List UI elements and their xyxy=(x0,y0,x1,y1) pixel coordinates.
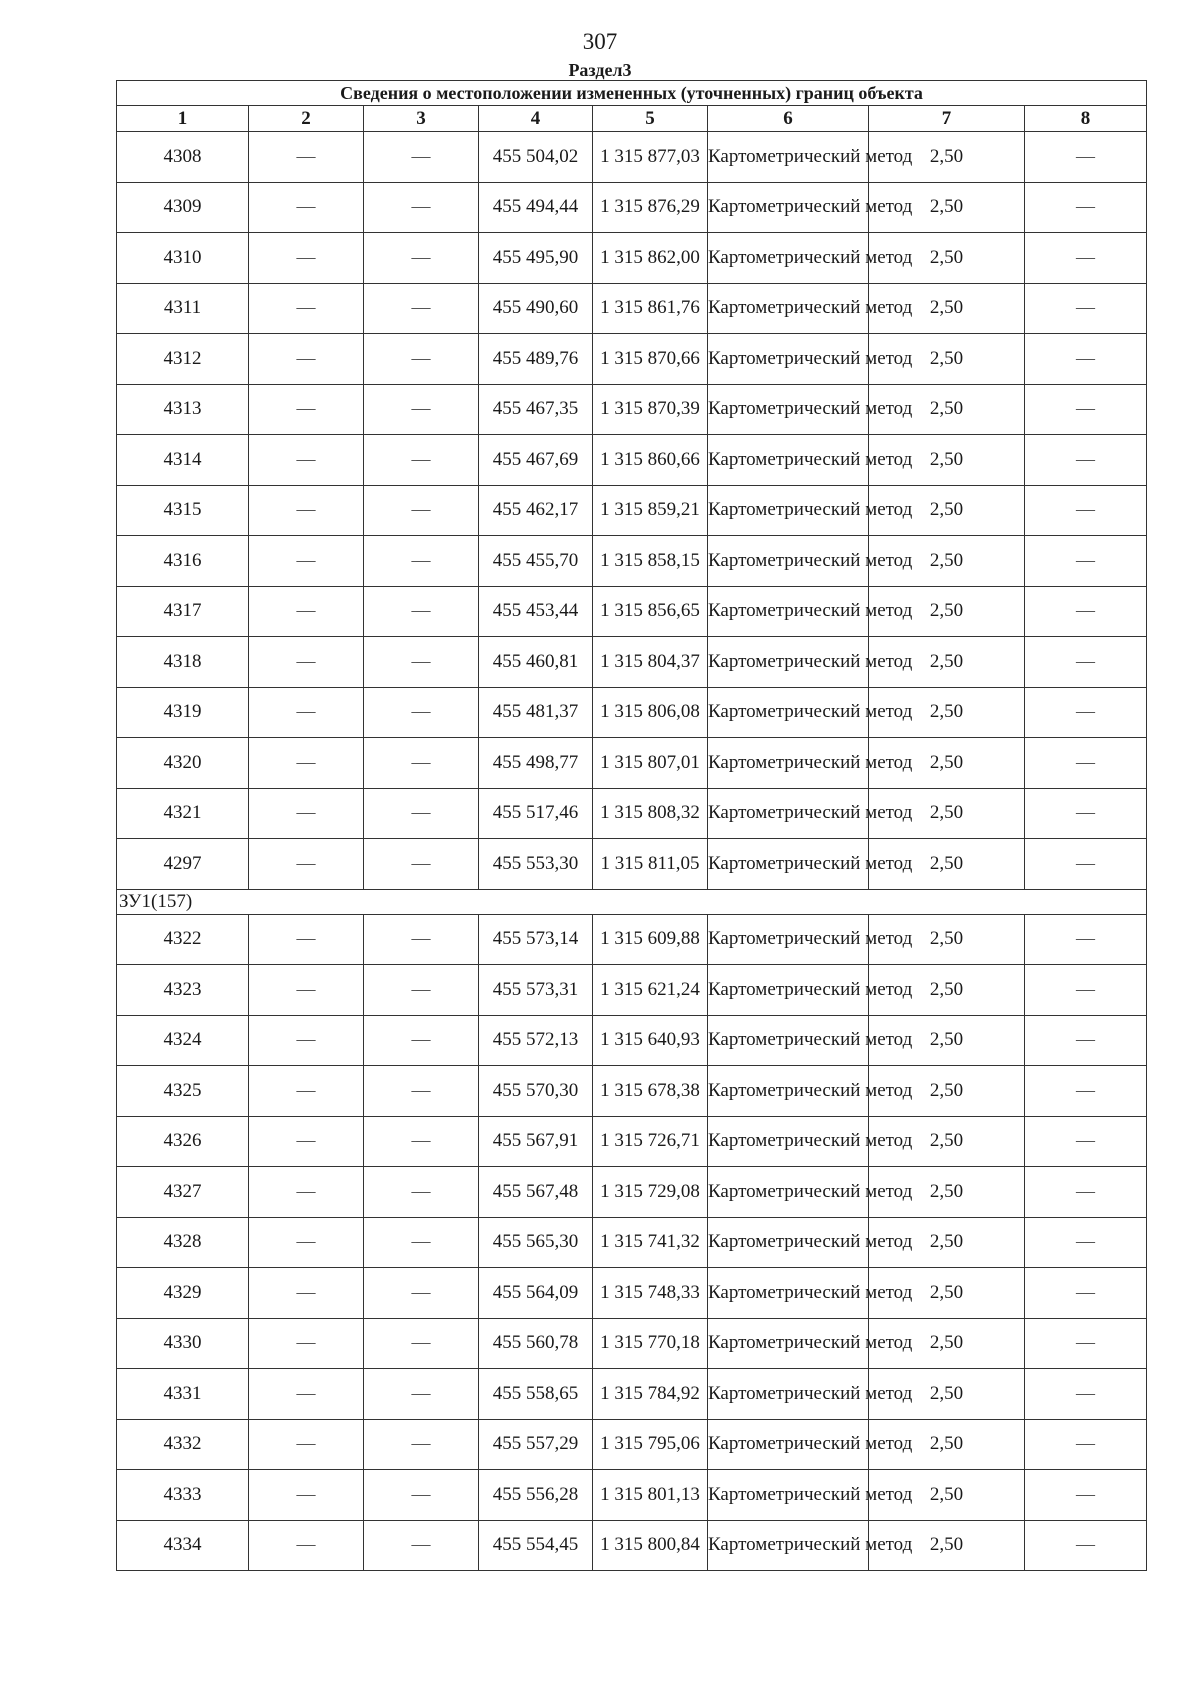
x-coordinate-cell: 455 558,65 xyxy=(479,1369,593,1420)
method-cell: Картометрический метод xyxy=(708,788,869,839)
y-coordinate-cell: 1 315 811,05 xyxy=(593,839,708,890)
x-coordinate-cell: 455 489,76 xyxy=(479,334,593,385)
point-number-cell: 4297 xyxy=(117,839,249,890)
empty-cell: — xyxy=(1025,839,1147,890)
y-coordinate-cell: 1 315 862,00 xyxy=(593,233,708,284)
x-coordinate-cell: 455 467,35 xyxy=(479,384,593,435)
y-coordinate-cell: 1 315 770,18 xyxy=(593,1318,708,1369)
y-coordinate-cell: 1 315 859,21 xyxy=(593,485,708,536)
table-row xyxy=(117,334,1147,385)
precision-cell: 2,50 xyxy=(869,738,1025,789)
method-cell: Картометрический метод xyxy=(708,586,869,637)
empty-cell: — xyxy=(1025,914,1147,965)
method-cell: Картометрический метод xyxy=(708,1066,869,1117)
empty-cell: — xyxy=(1025,435,1147,486)
empty-cell: — xyxy=(1025,1015,1147,1066)
group-label: ЗУ1(157) xyxy=(117,889,1147,914)
point-number-cell: 4325 xyxy=(117,1066,249,1117)
empty-cell: — xyxy=(249,1419,364,1470)
empty-cell: — xyxy=(249,839,364,890)
column-header: 5 xyxy=(593,106,708,132)
precision-cell: 2,50 xyxy=(869,1318,1025,1369)
empty-cell: — xyxy=(1025,965,1147,1016)
empty-cell: — xyxy=(249,132,364,183)
precision-cell: 2,50 xyxy=(869,283,1025,334)
empty-cell: — xyxy=(364,965,479,1016)
x-coordinate-cell: 455 455,70 xyxy=(479,536,593,587)
empty-cell: — xyxy=(1025,1520,1147,1571)
method-cell: Картометрический метод xyxy=(708,1116,869,1167)
point-number-cell: 4315 xyxy=(117,485,249,536)
table-header-row xyxy=(117,106,1147,132)
empty-cell: — xyxy=(1025,1066,1147,1117)
y-coordinate-cell: 1 315 808,32 xyxy=(593,788,708,839)
precision-cell: 2,50 xyxy=(869,1520,1025,1571)
table-row xyxy=(117,1167,1147,1218)
empty-cell: — xyxy=(249,1470,364,1521)
x-coordinate-cell: 455 453,44 xyxy=(479,586,593,637)
y-coordinate-cell: 1 315 876,29 xyxy=(593,182,708,233)
group-row xyxy=(117,889,1147,914)
precision-cell: 2,50 xyxy=(869,1015,1025,1066)
table-row xyxy=(117,1268,1147,1319)
y-coordinate-cell: 1 315 806,08 xyxy=(593,687,708,738)
method-cell: Картометрический метод xyxy=(708,182,869,233)
method-cell: Картометрический метод xyxy=(708,965,869,1016)
empty-cell: — xyxy=(1025,233,1147,284)
x-coordinate-cell: 455 553,30 xyxy=(479,839,593,890)
precision-cell: 2,50 xyxy=(869,1369,1025,1420)
table-row xyxy=(117,1217,1147,1268)
empty-cell: — xyxy=(249,485,364,536)
empty-cell: — xyxy=(249,1066,364,1117)
empty-cell: — xyxy=(1025,1167,1147,1218)
precision-cell: 2,50 xyxy=(869,233,1025,284)
table-row xyxy=(117,384,1147,435)
precision-cell: 2,50 xyxy=(869,1167,1025,1218)
boundary-coordinates-table xyxy=(116,80,1147,1571)
y-coordinate-cell: 1 315 640,93 xyxy=(593,1015,708,1066)
column-header: 7 xyxy=(869,106,1025,132)
y-coordinate-cell: 1 315 748,33 xyxy=(593,1268,708,1319)
y-coordinate-cell: 1 315 784,92 xyxy=(593,1369,708,1420)
x-coordinate-cell: 455 490,60 xyxy=(479,283,593,334)
table-row xyxy=(117,1369,1147,1420)
y-coordinate-cell: 1 315 861,76 xyxy=(593,283,708,334)
empty-cell: — xyxy=(1025,132,1147,183)
x-coordinate-cell: 455 573,14 xyxy=(479,914,593,965)
empty-cell: — xyxy=(364,1066,479,1117)
table-row xyxy=(117,586,1147,637)
empty-cell: — xyxy=(364,637,479,688)
method-cell: Картометрический метод xyxy=(708,839,869,890)
y-coordinate-cell: 1 315 870,66 xyxy=(593,334,708,385)
point-number-cell: 4310 xyxy=(117,233,249,284)
point-number-cell: 4308 xyxy=(117,132,249,183)
empty-cell: — xyxy=(249,914,364,965)
x-coordinate-cell: 455 554,45 xyxy=(479,1520,593,1571)
method-cell: Картометрический метод xyxy=(708,283,869,334)
empty-cell: — xyxy=(249,1116,364,1167)
empty-cell: — xyxy=(364,334,479,385)
empty-cell: — xyxy=(364,1268,479,1319)
point-number-cell: 4317 xyxy=(117,586,249,637)
precision-cell: 2,50 xyxy=(869,788,1025,839)
point-number-cell: 4332 xyxy=(117,1419,249,1470)
empty-cell: — xyxy=(249,687,364,738)
precision-cell: 2,50 xyxy=(869,485,1025,536)
table-row xyxy=(117,283,1147,334)
empty-cell: — xyxy=(364,182,479,233)
table-row xyxy=(117,1015,1147,1066)
precision-cell: 2,50 xyxy=(869,334,1025,385)
precision-cell: 2,50 xyxy=(869,637,1025,688)
empty-cell: — xyxy=(249,384,364,435)
y-coordinate-cell: 1 315 678,38 xyxy=(593,1066,708,1117)
x-coordinate-cell: 455 557,29 xyxy=(479,1419,593,1470)
column-header: 8 xyxy=(1025,106,1147,132)
empty-cell: — xyxy=(364,132,479,183)
table-row xyxy=(117,687,1147,738)
precision-cell: 2,50 xyxy=(869,1268,1025,1319)
x-coordinate-cell: 455 517,46 xyxy=(479,788,593,839)
method-cell: Картометрический метод xyxy=(708,435,869,486)
empty-cell: — xyxy=(364,1520,479,1571)
method-cell: Картометрический метод xyxy=(708,1268,869,1319)
table-row xyxy=(117,435,1147,486)
empty-cell: — xyxy=(249,1015,364,1066)
empty-cell: — xyxy=(1025,738,1147,789)
empty-cell: — xyxy=(249,182,364,233)
method-cell: Картометрический метод xyxy=(708,1369,869,1420)
method-cell: Картометрический метод xyxy=(708,1470,869,1521)
empty-cell: — xyxy=(364,1369,479,1420)
column-header: 2 xyxy=(249,106,364,132)
method-cell: Картометрический метод xyxy=(708,1419,869,1470)
empty-cell: — xyxy=(364,839,479,890)
point-number-cell: 4320 xyxy=(117,738,249,789)
x-coordinate-cell: 455 560,78 xyxy=(479,1318,593,1369)
point-number-cell: 4311 xyxy=(117,283,249,334)
empty-cell: — xyxy=(364,1217,479,1268)
empty-cell: — xyxy=(1025,182,1147,233)
column-header: 4 xyxy=(479,106,593,132)
empty-cell: — xyxy=(364,586,479,637)
table-row xyxy=(117,536,1147,587)
y-coordinate-cell: 1 315 860,66 xyxy=(593,435,708,486)
table-row xyxy=(117,637,1147,688)
empty-cell: — xyxy=(1025,1116,1147,1167)
table-caption-row xyxy=(117,81,1147,106)
empty-cell: — xyxy=(1025,1268,1147,1319)
point-number-cell: 4318 xyxy=(117,637,249,688)
table-row xyxy=(117,914,1147,965)
table-row xyxy=(117,233,1147,284)
point-number-cell: 4323 xyxy=(117,965,249,1016)
precision-cell: 2,50 xyxy=(869,914,1025,965)
point-number-cell: 4309 xyxy=(117,182,249,233)
y-coordinate-cell: 1 315 621,24 xyxy=(593,965,708,1016)
y-coordinate-cell: 1 315 726,71 xyxy=(593,1116,708,1167)
method-cell: Картометрический метод xyxy=(708,1217,869,1268)
point-number-cell: 4331 xyxy=(117,1369,249,1420)
point-number-cell: 4316 xyxy=(117,536,249,587)
x-coordinate-cell: 455 498,77 xyxy=(479,738,593,789)
empty-cell: — xyxy=(364,788,479,839)
y-coordinate-cell: 1 315 795,06 xyxy=(593,1419,708,1470)
empty-cell: — xyxy=(364,1116,479,1167)
empty-cell: — xyxy=(249,1167,364,1218)
table-row xyxy=(117,1318,1147,1369)
y-coordinate-cell: 1 315 729,08 xyxy=(593,1167,708,1218)
method-cell: Картометрический метод xyxy=(708,1015,869,1066)
empty-cell: — xyxy=(249,536,364,587)
x-coordinate-cell: 455 573,31 xyxy=(479,965,593,1016)
empty-cell: — xyxy=(1025,334,1147,385)
x-coordinate-cell: 455 460,81 xyxy=(479,637,593,688)
precision-cell: 2,50 xyxy=(869,687,1025,738)
point-number-cell: 4326 xyxy=(117,1116,249,1167)
precision-cell: 2,50 xyxy=(869,1470,1025,1521)
table-row xyxy=(117,1470,1147,1521)
table-row xyxy=(117,965,1147,1016)
column-header: 6 xyxy=(708,106,869,132)
x-coordinate-cell: 455 494,44 xyxy=(479,182,593,233)
x-coordinate-cell: 455 495,90 xyxy=(479,233,593,284)
empty-cell: — xyxy=(1025,1369,1147,1420)
y-coordinate-cell: 1 315 800,84 xyxy=(593,1520,708,1571)
precision-cell: 2,50 xyxy=(869,182,1025,233)
empty-cell: — xyxy=(1025,637,1147,688)
point-number-cell: 4313 xyxy=(117,384,249,435)
point-number-cell: 4327 xyxy=(117,1167,249,1218)
precision-cell: 2,50 xyxy=(869,536,1025,587)
x-coordinate-cell: 455 467,69 xyxy=(479,435,593,486)
method-cell: Картометрический метод xyxy=(708,1167,869,1218)
empty-cell: — xyxy=(364,233,479,284)
method-cell: Картометрический метод xyxy=(708,687,869,738)
method-cell: Картометрический метод xyxy=(708,1318,869,1369)
method-cell: Картометрический метод xyxy=(708,738,869,789)
empty-cell: — xyxy=(364,1470,479,1521)
method-cell: Картометрический метод xyxy=(708,637,869,688)
point-number-cell: 4328 xyxy=(117,1217,249,1268)
table-row xyxy=(117,132,1147,183)
y-coordinate-cell: 1 315 856,65 xyxy=(593,586,708,637)
y-coordinate-cell: 1 315 804,37 xyxy=(593,637,708,688)
precision-cell: 2,50 xyxy=(869,1116,1025,1167)
precision-cell: 2,50 xyxy=(869,965,1025,1016)
x-coordinate-cell: 455 567,48 xyxy=(479,1167,593,1218)
precision-cell: 2,50 xyxy=(869,1217,1025,1268)
x-coordinate-cell: 455 567,91 xyxy=(479,1116,593,1167)
precision-cell: 2,50 xyxy=(869,1419,1025,1470)
y-coordinate-cell: 1 315 870,39 xyxy=(593,384,708,435)
empty-cell: — xyxy=(249,1268,364,1319)
x-coordinate-cell: 455 462,17 xyxy=(479,485,593,536)
empty-cell: — xyxy=(364,687,479,738)
column-header: 1 xyxy=(117,106,249,132)
point-number-cell: 4334 xyxy=(117,1520,249,1571)
method-cell: Картометрический метод xyxy=(708,1520,869,1571)
method-cell: Картометрический метод xyxy=(708,485,869,536)
empty-cell: — xyxy=(249,637,364,688)
empty-cell: — xyxy=(249,1318,364,1369)
precision-cell: 2,50 xyxy=(869,435,1025,486)
table-row xyxy=(117,1520,1147,1571)
table-row xyxy=(117,839,1147,890)
empty-cell: — xyxy=(1025,283,1147,334)
point-number-cell: 4329 xyxy=(117,1268,249,1319)
empty-cell: — xyxy=(249,233,364,284)
table-row xyxy=(117,1116,1147,1167)
empty-cell: — xyxy=(364,1318,479,1369)
empty-cell: — xyxy=(364,1419,479,1470)
x-coordinate-cell: 455 564,09 xyxy=(479,1268,593,1319)
empty-cell: — xyxy=(364,384,479,435)
column-header: 3 xyxy=(364,106,479,132)
empty-cell: — xyxy=(364,485,479,536)
y-coordinate-cell: 1 315 858,15 xyxy=(593,536,708,587)
empty-cell: — xyxy=(1025,1318,1147,1369)
table-row xyxy=(117,182,1147,233)
empty-cell: — xyxy=(1025,1470,1147,1521)
empty-cell: — xyxy=(1025,687,1147,738)
empty-cell: — xyxy=(249,965,364,1016)
point-number-cell: 4322 xyxy=(117,914,249,965)
empty-cell: — xyxy=(364,738,479,789)
method-cell: Картометрический метод xyxy=(708,132,869,183)
x-coordinate-cell: 455 556,28 xyxy=(479,1470,593,1521)
x-coordinate-cell: 455 481,37 xyxy=(479,687,593,738)
empty-cell: — xyxy=(249,738,364,789)
table-row xyxy=(117,1419,1147,1470)
point-number-cell: 4319 xyxy=(117,687,249,738)
empty-cell: — xyxy=(364,435,479,486)
x-coordinate-cell: 455 565,30 xyxy=(479,1217,593,1268)
empty-cell: — xyxy=(1025,485,1147,536)
table-row xyxy=(117,485,1147,536)
y-coordinate-cell: 1 315 801,13 xyxy=(593,1470,708,1521)
precision-cell: 2,50 xyxy=(869,839,1025,890)
precision-cell: 2,50 xyxy=(869,384,1025,435)
page-number: 307 xyxy=(582,29,618,54)
precision-cell: 2,50 xyxy=(869,132,1025,183)
empty-cell: — xyxy=(1025,1217,1147,1268)
empty-cell: — xyxy=(249,788,364,839)
table-row xyxy=(117,738,1147,789)
empty-cell: — xyxy=(249,1369,364,1420)
precision-cell: 2,50 xyxy=(869,1066,1025,1117)
empty-cell: — xyxy=(1025,1419,1147,1470)
y-coordinate-cell: 1 315 807,01 xyxy=(593,738,708,789)
empty-cell: — xyxy=(1025,586,1147,637)
x-coordinate-cell: 455 572,13 xyxy=(479,1015,593,1066)
section-title: Раздел3 xyxy=(568,60,632,80)
empty-cell: — xyxy=(249,1217,364,1268)
table-row xyxy=(117,1066,1147,1117)
empty-cell: — xyxy=(364,1167,479,1218)
y-coordinate-cell: 1 315 609,88 xyxy=(593,914,708,965)
empty-cell: — xyxy=(249,435,364,486)
empty-cell: — xyxy=(364,283,479,334)
x-coordinate-cell: 455 570,30 xyxy=(479,1066,593,1117)
point-number-cell: 4321 xyxy=(117,788,249,839)
empty-cell: — xyxy=(364,914,479,965)
point-number-cell: 4333 xyxy=(117,1470,249,1521)
table-caption: Сведения о местоположении измененных (уточненных) границ объекта xyxy=(117,81,1147,106)
point-number-cell: 4330 xyxy=(117,1318,249,1369)
table-row xyxy=(117,788,1147,839)
empty-cell: — xyxy=(1025,788,1147,839)
empty-cell: — xyxy=(249,586,364,637)
empty-cell: — xyxy=(1025,384,1147,435)
empty-cell: — xyxy=(249,283,364,334)
method-cell: Картометрический метод xyxy=(708,536,869,587)
y-coordinate-cell: 1 315 741,32 xyxy=(593,1217,708,1268)
point-number-cell: 4312 xyxy=(117,334,249,385)
empty-cell: — xyxy=(249,334,364,385)
point-number-cell: 4324 xyxy=(117,1015,249,1066)
empty-cell: — xyxy=(249,1520,364,1571)
point-number-cell: 4314 xyxy=(117,435,249,486)
empty-cell: — xyxy=(364,536,479,587)
method-cell: Картометрический метод xyxy=(708,233,869,284)
method-cell: Картометрический метод xyxy=(708,914,869,965)
empty-cell: — xyxy=(364,1015,479,1066)
method-cell: Картометрический метод xyxy=(708,334,869,385)
method-cell: Картометрический метод xyxy=(708,384,869,435)
empty-cell: — xyxy=(1025,536,1147,587)
x-coordinate-cell: 455 504,02 xyxy=(479,132,593,183)
precision-cell: 2,50 xyxy=(869,586,1025,637)
y-coordinate-cell: 1 315 877,03 xyxy=(593,132,708,183)
